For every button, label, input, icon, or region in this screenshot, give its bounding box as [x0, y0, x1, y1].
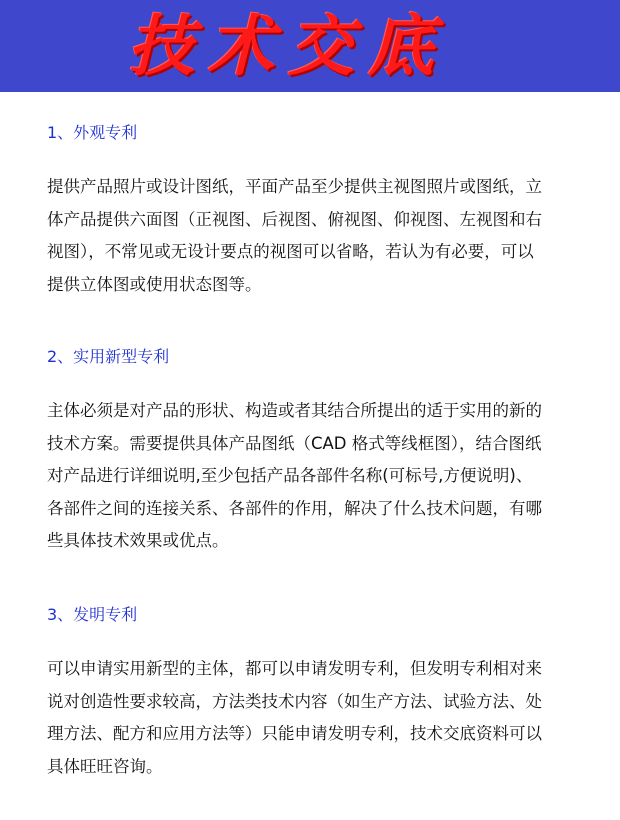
- banner-title: 技术交底: [128, 7, 448, 85]
- title-banner: [0, 0, 620, 92]
- paragraph-line: 提供立体图或使用状态图等。: [47, 274, 262, 294]
- section-body-design-patent: [47, 171, 587, 301]
- section-body-invention-patent: [47, 653, 587, 783]
- paragraph-line: 技术方案。需要提供具体产品图纸（CAD 格式等线框图），结合图纸: [47, 433, 542, 453]
- paragraph-line: 体产品提供六面图（正视图、后视图、俯视图、仰视图、左视图和右: [47, 209, 542, 229]
- paragraph-line: 主体必须是对产品的形状、构造或者其结合所提出的适于实用的新的: [47, 401, 542, 420]
- paragraph-line: 提供产品照片或设计图纸，平面产品至少提供主视图照片或图纸，立: [47, 177, 542, 196]
- paragraph-line: 可以申请实用新型的主体，都可以申请发明专利，但发明专利相对来: [47, 659, 542, 678]
- section-heading-invention-patent: 3、发明专利: [47, 605, 138, 624]
- paragraph-line: 理方法、配方和应用方法等）只能申请发明专利，技术交底资料可以: [47, 724, 542, 743]
- paragraph-line: 具体旺旺咨询。: [47, 756, 163, 776]
- paragraph-line: 说对创造性要求较高，方法类技术内容（如生产方法、试验方法、处: [47, 691, 542, 711]
- paragraph-line: 视图），不常见或无设计要点的视图可以省略，若认为有必要，可以: [47, 242, 534, 261]
- paragraph-line: 些具体技术效果或优点。: [47, 531, 229, 550]
- section-heading-design-patent: 1、外观专利: [47, 123, 138, 142]
- paragraph-line: 各部件之间的连接关系、各部件的作用，解决了什么技术问题，有哪: [47, 498, 542, 518]
- paragraph-line: 对产品进行详细说明,至少包括产品各部件名称(可标号,方便说明)、: [47, 466, 533, 485]
- section-body-utility-model: [47, 395, 587, 558]
- section-heading-utility-model: 2、实用新型专利: [47, 347, 170, 366]
